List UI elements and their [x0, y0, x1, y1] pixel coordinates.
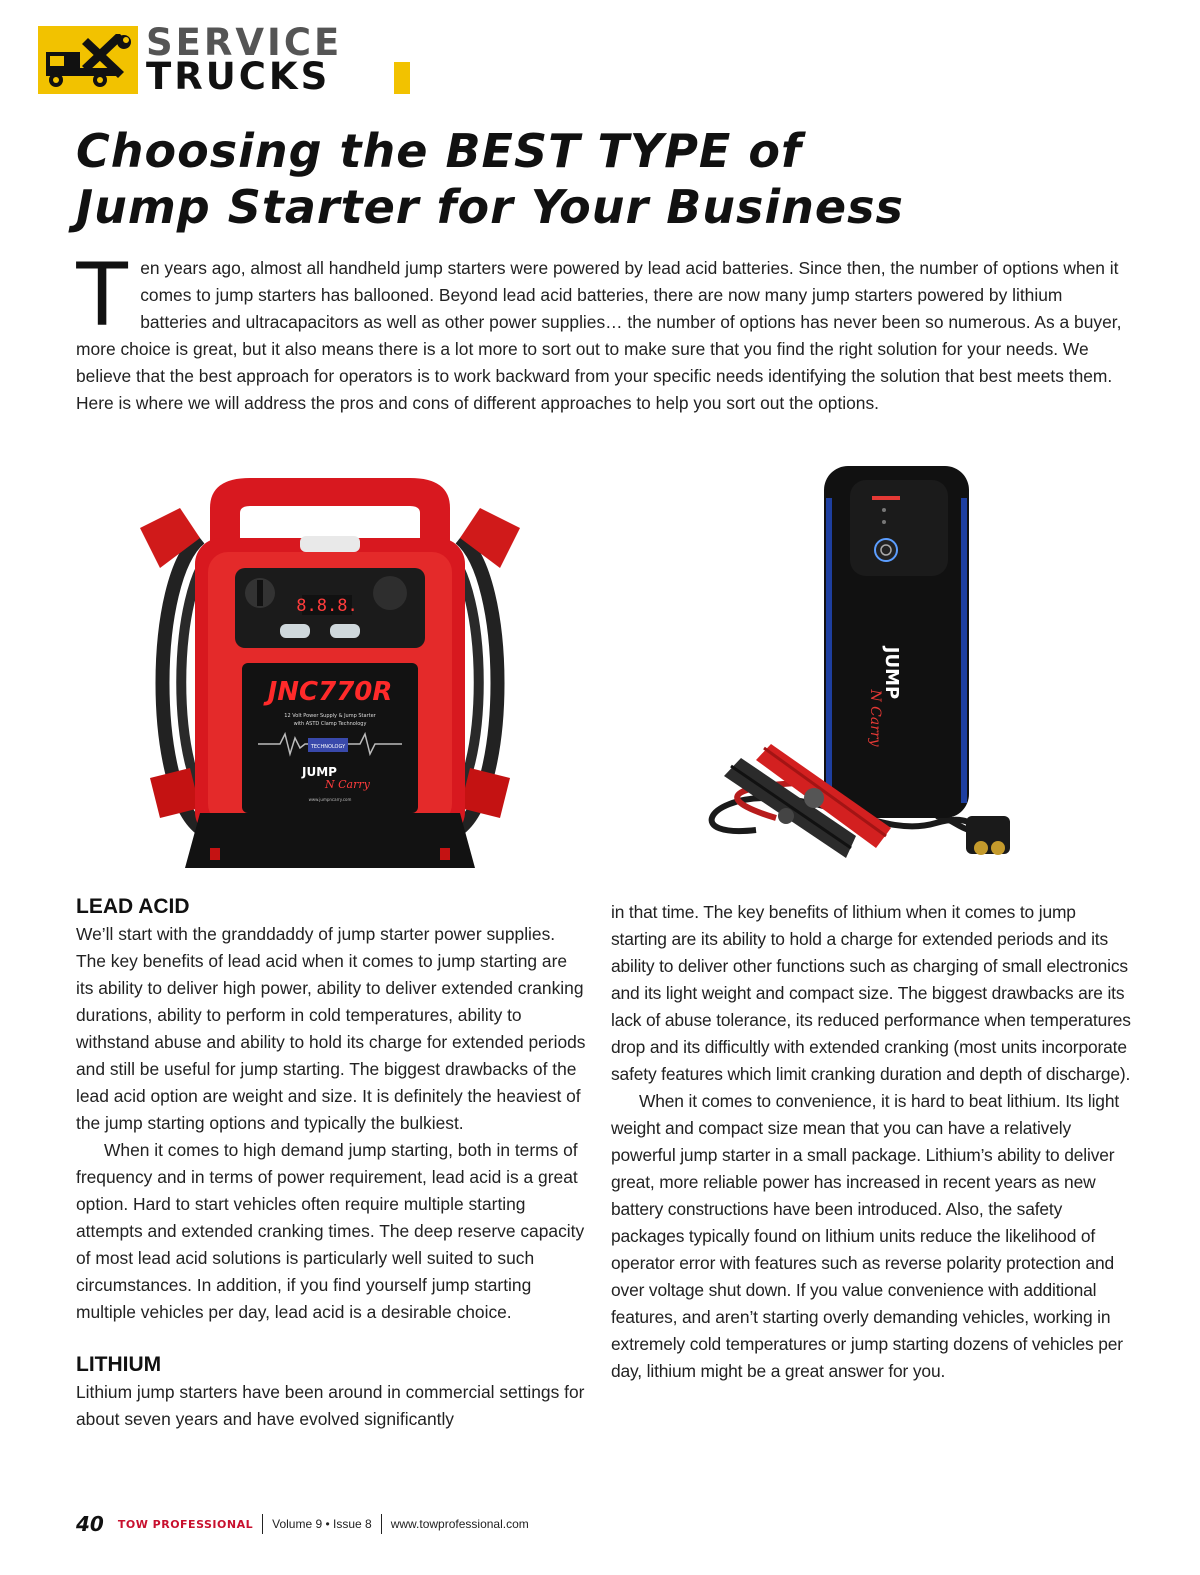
footer-divider [381, 1514, 382, 1534]
tech-badge: TECHNOLOGY [310, 744, 346, 750]
article-headline [76, 123, 1156, 235]
lithium-paragraph-1-continued: in that time. The key benefits of lithium when it comes to jump starting are its ability to hold a charge for extended periods and its ability to deliver other functions such as charging of small electronics and its light weight and compact size. The biggest drawbacks are its lack of abuse tolerance, its reduced performance when temperatures drop and its difficultly with extended cranking (most units incorporate safety features which limit cranking duration and depth of discharge). [611, 902, 1131, 1084]
display-readout: 8.8.8. [296, 596, 358, 616]
headline-line-2: Jump Starter for Your Business [76, 180, 904, 234]
magazine-name: TOW PROFESSIONAL [117, 1517, 254, 1531]
lithium-brand-label: JUMP [881, 646, 902, 700]
product-subtitle: 12 Volt Power Supply & Jump Starter [284, 713, 376, 719]
logo-accent-bar [394, 62, 410, 94]
section-logo [38, 21, 410, 98]
lead-acid-jump-starter-image [130, 468, 530, 878]
section-spacer [76, 1326, 588, 1351]
page-number: 40 [76, 1512, 104, 1536]
issue-label: Volume 9 • Issue 8 [272, 1517, 372, 1531]
website-link[interactable]: www.towprofessional.com [390, 1517, 529, 1531]
model-label: JNC770R [267, 677, 393, 707]
brand-label: JUMP [302, 765, 337, 779]
logo-line-1: SERVICE [146, 21, 343, 64]
lead-acid-paragraph-1: We’ll start with the granddaddy of jump starter power supplies. The key benefits of lead acid when it comes to jump starting are its ability to deliver high power, ability to deliver extended cranking durations, ability to perform in cold temperatures, ability to withstand abuse and ability to hold its charge for extended periods and still be useful for jump starting. The biggest drawbacks of the lead acid option are weight and size. It is definitely the heaviest of the jump starting options and typically the bulkiest. [76, 924, 586, 1133]
headline-line-1: Choosing the BEST TYPE of [76, 124, 802, 178]
intro-text: en years ago, almost all handheld jump starters were powered by lead acid batteries. Since then, the number of options when it comes to jump starters has ballooned. Beyond lead acid batteries, there are now many jump starters powered by lithium batteries and ultracapacitors as well as other power supplies… the number of options has never been so numerous. As a buyer, more choice is great, but it also means there is a lot more to sort out to make sure that you find the right solution for your needs. We believe that the best approach for operators is to work backward from your specific needs identifying the solution that best meets them. Here is where we will address the pros and cons of different approaches to help you sort out the options. [76, 258, 1122, 413]
heading-lithium: LITHIUM [76, 1353, 162, 1376]
lithium-paragraph-2: When it comes to convenience, it is hard to beat lithium. Its light weight and compact size mean that you can have a relatively powerful jump starter in a small package. Lithium’s ability to deliver great, more reliable power has increased in recent years as new battery constructions have been introduced. Also, the safety packages typically found on lithium units reduce the likelihood of operator error with features such as reverse polarity protection and over voltage shut down. If you value convenience with additional features, and aren’t starting overly demanding vehicles, working in extremely cold temperatures or jump starting dozens of vehicles per day, lithium might be a great answer for you. [611, 1091, 1123, 1381]
footer-divider [262, 1514, 263, 1534]
lithium-jump-starter-image [686, 458, 1036, 890]
logo-wordmark [146, 21, 343, 98]
logo-badge [38, 26, 138, 94]
logo-line-2: TRUCKS [146, 55, 331, 98]
drop-cap: T [74, 243, 131, 345]
column-right [611, 899, 1131, 1385]
intro-paragraph [74, 243, 1122, 417]
column-left [76, 893, 588, 1433]
brand-label-2: N Carry [325, 778, 370, 791]
lithium-brand-label-2: N Carry [867, 689, 883, 747]
product-subtitle-2: with ASTD Clamp Technology [293, 721, 367, 727]
heading-lead-acid: LEAD ACID [76, 895, 190, 918]
lithium-paragraph-1: Lithium jump starters have been around in commercial settings for about seven years and have evolved significantly [76, 1382, 585, 1429]
page-footer [76, 1512, 596, 1536]
tow-truck-wrench-icon [44, 34, 132, 88]
lead-acid-paragraph-2: When it comes to high demand jump starting, both in terms of frequency and in terms of power requirement, lead acid is a great option. Hard to start vehicles often require multiple starting attempts and extended cranking times. The deep reserve capacity of most lead acid solutions is particularly well suited to such circumstances. In addition, if you find yourself jump starting multiple vehicles per day, lead acid is a desirable choice. [76, 1140, 585, 1322]
product-url: www.jumpncarry.com [308, 797, 352, 802]
